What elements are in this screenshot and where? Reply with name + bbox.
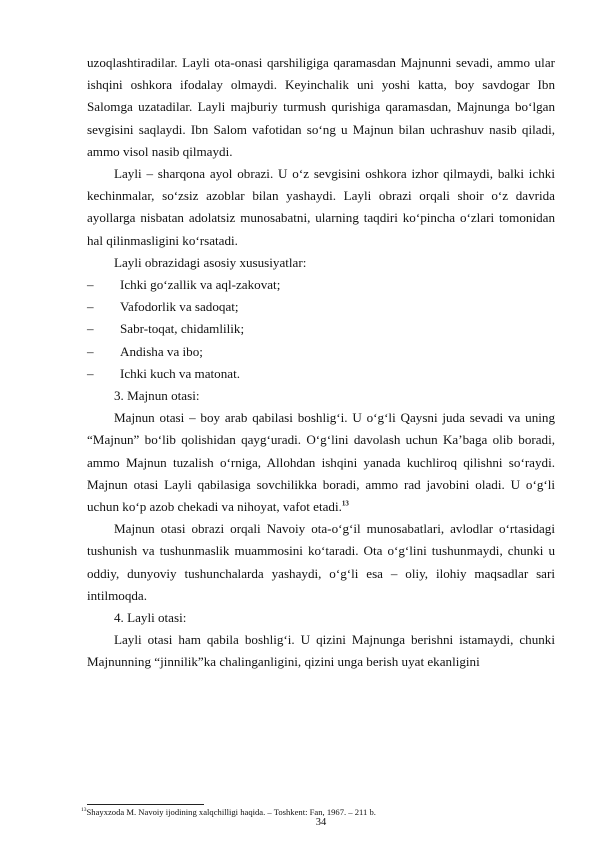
list-item xyxy=(87,318,555,340)
list-item xyxy=(87,274,555,296)
footnote-text: Shayxzoda M. Navoiy ijodining xalqchilligi haqida. – Toshkent: Fan, 1967. – 211 b. xyxy=(86,807,376,817)
paragraph-3-text: Majnun otasi – boy arab qabilasi boshlig‘i. U o‘g‘li Qaysni juda sevadi va uning “Majnun” bo‘lib qolishidan qayg‘uradi. O‘g‘lini davolash uchun Ka’baga olib boradi, ammo Majnun tuzalish o‘rniga, Allohdan ishqini yanada kuchliroq qilishni so‘raydi. Majnun otasi Layli qabilasiga sovchilikka boradi, ammo rad javobini oladi. U o‘g‘li uchun ko‘p azob chekadi va nihoyat, vafot etadi. xyxy=(87,410,555,515)
list-item-text: Sabr-toqat, chidamlilik; xyxy=(120,321,245,337)
list-item-text: Ichki kuch va matonat. xyxy=(120,365,240,381)
paragraph-5: Layli otasi ham qabila boshlig‘i. U qizini Majnunga berishni istamaydi, chunki Majnunning “jinnilik”ka chalinganligini, qizini unga berish uyat ekanligini xyxy=(87,632,555,670)
list-item-text: Vafodorlik va sadoqat; xyxy=(120,299,239,315)
paragraph-4: Majnun otasi obrazi orqali Navoiy ota-o‘g‘il munosabatlari, avlodlar o‘rtasidagi tushunish va tushunmaslik muammosini ko‘taradi. Ota o‘g‘lini tushunmaydi, chunki u oddiy, dunyoviy tushunchalarda yashaydi, o‘g‘li esa – oliy, ilohiy maqsadlar sari intilmoqda. xyxy=(87,521,555,603)
footnote-number: 13 xyxy=(81,807,87,814)
paragraph-2: Layli – sharqona ayol obrazi. U o‘z sevgisini oshkora izhor qilmaydi, balki ichki kechinmalar, so‘zsiz azoblar bilan yashaydi. Layli obrazi orqali shoir o‘z davrida ayollarga nisbatan adolatsiz munosabatni, ularning taqdiri ko‘pincha o‘zlari tomonidan hal qilinmasligini ko‘rsatadi. xyxy=(87,166,555,248)
dash-marker: – xyxy=(87,277,94,293)
dash-marker: – xyxy=(87,365,94,381)
list-item xyxy=(87,363,555,385)
paragraph-1: uzoqlashtiradilar. Layli ota-onasi qarshiligiga qaramasdan Majnunni sevadi, ammo ular ishqini oshkora ifodalay olmaydi. Keyinchalik uni yoshi katta, boy savdogar Ibn Salomga uzatadilar. Layli majburiy turmush qurishiga qaramasdan, Majnunga bo‘lgan sevgisini saqlaydi. Ibn Salom vafotidan so‘ng u Majnun bilan uchrashuv nasib qiladi, ammo visol nasib qilmaydi. xyxy=(87,55,555,159)
dash-marker: – xyxy=(87,321,94,337)
list-item-text: Ichki go‘zallik va aql-zakovat; xyxy=(120,277,281,293)
page-number: 34 xyxy=(315,817,327,828)
footnote-divider xyxy=(87,804,204,805)
footnote-reference[interactable]: 13 xyxy=(341,499,349,508)
list-intro: Layli obrazidagi asosiy xususiyatlar: xyxy=(114,254,307,270)
page-body xyxy=(87,52,555,674)
section-heading-layli-father: 4. Layli otasi: xyxy=(114,610,187,626)
list-item xyxy=(87,341,555,363)
list-item-text: Andisha va ibo; xyxy=(120,343,203,359)
dash-marker: – xyxy=(87,343,94,359)
section-heading-majnun-father: 3. Majnun otasi: xyxy=(114,388,200,404)
dash-marker: – xyxy=(87,299,94,315)
list-item xyxy=(87,296,555,318)
traits-list xyxy=(87,274,555,385)
paragraph-3 xyxy=(87,407,555,518)
